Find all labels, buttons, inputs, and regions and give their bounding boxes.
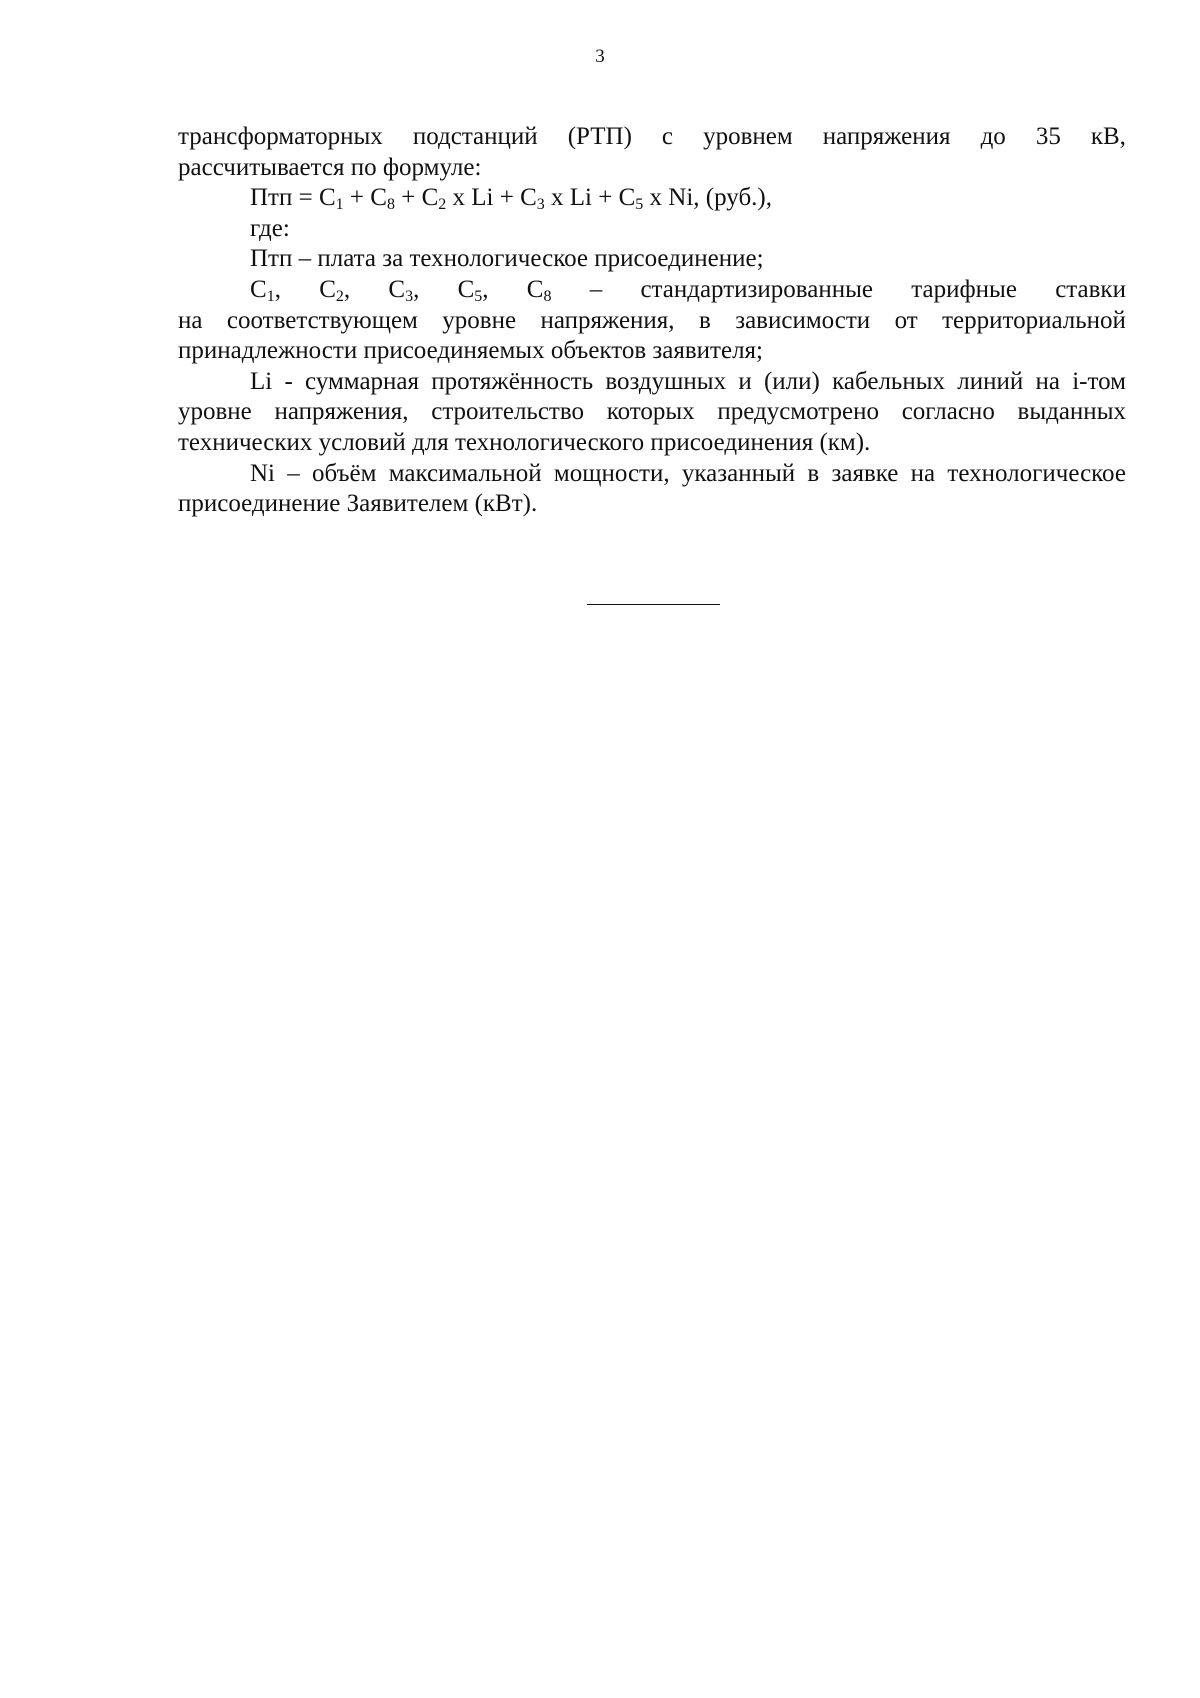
- ni-line1-word: технологическое: [947, 459, 1126, 487]
- intro-word: подстанций: [412, 123, 538, 150]
- formula-term-subscript: 8: [386, 196, 395, 214]
- formula-term-subscript: 1: [335, 196, 344, 214]
- rate-variable-base: C: [319, 275, 336, 303]
- definition-ptp: Птп – плата за технологическое присоединение;: [250, 245, 764, 273]
- rates-line2-word: на: [178, 306, 203, 334]
- formula-term-suffix: x Ni, (руб.),: [643, 184, 772, 212]
- formula-lhs: Птп =: [250, 184, 319, 212]
- ni-line1-word: –: [287, 459, 300, 487]
- rates-line2-word: от: [894, 306, 918, 334]
- formula-term: [520, 184, 619, 214]
- rate-variable-base: C: [457, 275, 475, 303]
- formula-term-base: C: [520, 184, 537, 212]
- definition-rates-line3: принадлежности присоединяемых объектов заявителя;: [178, 337, 763, 365]
- formula-term: [318, 184, 371, 214]
- ni-line1-word: заявке: [831, 459, 899, 487]
- end-of-text-rule: [587, 604, 720, 605]
- rates-line2-word: в: [698, 306, 711, 334]
- li-line2-word: которых: [606, 398, 695, 426]
- rate-variable-subscript: 5: [474, 287, 483, 305]
- li-line2-word: строительство: [431, 398, 584, 426]
- intro-word: напряжения: [822, 123, 951, 150]
- rate-variable: [319, 275, 350, 306]
- li-line2-word: напряжения,: [274, 398, 409, 426]
- formula-term: [618, 184, 772, 214]
- intro-word: уровнем: [703, 123, 793, 150]
- ni-line1-word: объём: [312, 459, 377, 487]
- intro-word: (РТП): [567, 123, 632, 150]
- rates-line1-word: ставки: [1055, 275, 1126, 303]
- li-line1-word: воздушных: [605, 367, 727, 395]
- formula: [178, 183, 1126, 214]
- rate-variable-subscript: 1: [266, 287, 275, 305]
- intro-word: трансформаторных: [178, 123, 383, 150]
- rate-variable-suffix: ,: [482, 275, 489, 303]
- li-line1-word: (или): [763, 367, 820, 395]
- rates-line2-word: уровне: [442, 306, 517, 334]
- paragraph-intro-line1: [178, 122, 1126, 153]
- rate-variable: [527, 275, 552, 306]
- document-body: [178, 122, 1126, 520]
- li-line1-word: -: [284, 367, 293, 395]
- rate-variable-suffix: ,: [343, 275, 351, 303]
- intro-word: с: [661, 123, 674, 150]
- intro-word: до: [980, 123, 1006, 150]
- li-line1-word: и: [738, 367, 752, 395]
- intro-word: кВ,: [1090, 123, 1126, 150]
- ni-line1-word: Ni: [250, 459, 275, 487]
- rates-line2-word: напряжения,: [540, 306, 675, 334]
- li-line1-word: i-том: [1072, 367, 1126, 395]
- li-line1-word: протяжённость: [431, 367, 594, 395]
- li-line1-word: суммарная: [305, 367, 420, 395]
- formula-term-suffix: x Li +: [446, 184, 521, 212]
- rate-variable-base: C: [250, 275, 267, 303]
- ni-line1-word: максимальной: [388, 459, 542, 487]
- rate-variable-subscript: 3: [405, 287, 414, 305]
- li-line1-word: кабельных: [832, 367, 945, 395]
- definition-rates-line1: [178, 275, 1126, 306]
- rates-line1-word: стандартизированные: [640, 275, 874, 303]
- intro-word: 35: [1035, 123, 1061, 150]
- formula-term-suffix: x Li +: [544, 184, 619, 212]
- formula-term-subscript: 5: [635, 196, 644, 214]
- rate-variable: [458, 275, 489, 306]
- definition-ni-line2: присоединение Заявителем (кВт).: [178, 490, 538, 518]
- paragraph-intro-line2: рассчитывается по формуле:: [178, 153, 482, 181]
- li-line2-word: выданных: [1017, 398, 1126, 426]
- formula-term-subscript: 2: [438, 196, 447, 214]
- formula-term-subscript: 3: [536, 196, 545, 214]
- rates-line2-word: соответствующем: [226, 306, 418, 334]
- rate-variable-base: C: [526, 275, 544, 303]
- definition-li-line3: технических условий для технологического присоединения (км).: [178, 428, 871, 456]
- ni-line1-word: на: [910, 459, 936, 487]
- li-line1-word: линий: [957, 367, 1024, 395]
- li-line2-word: предусмотрено: [717, 398, 879, 426]
- li-line2-word: уровне: [178, 398, 252, 426]
- formula-term-suffix: +: [394, 184, 422, 212]
- rate-variable: [388, 275, 419, 306]
- ni-line1-word: указанный: [681, 459, 796, 487]
- page-number: 3: [595, 46, 605, 67]
- rate-variable-suffix: ,: [413, 275, 420, 303]
- formula-term: [421, 184, 521, 214]
- formula-term-base: C: [618, 184, 636, 212]
- rates-line2-word: территориальной: [942, 306, 1126, 334]
- formula-term-suffix: +: [343, 184, 371, 212]
- ni-line1-word: в: [807, 459, 820, 487]
- definition-ni-line1: [178, 459, 1126, 490]
- definition-li-line2: [178, 397, 1126, 428]
- formula-term-base: C: [318, 184, 336, 212]
- formula-term: [370, 184, 422, 214]
- rate-variable-base: C: [388, 275, 406, 303]
- li-line1-word: Li: [250, 367, 273, 395]
- li-line2-word: согласно: [901, 398, 995, 426]
- definition-li-line1: [178, 367, 1126, 398]
- li-line1-word: на: [1035, 367, 1060, 395]
- where-label: где:: [250, 214, 290, 242]
- rate-variable-subscript: 8: [543, 287, 552, 305]
- rate-variable-suffix: ,: [274, 275, 281, 303]
- formula-term-base: C: [370, 184, 387, 212]
- rate-variable: [250, 275, 281, 306]
- rates-line1-word: –: [589, 275, 603, 303]
- rate-variable-subscript: 2: [335, 287, 344, 305]
- ni-line1-word: мощности,: [553, 459, 670, 487]
- rates-line2-word: зависимости: [735, 306, 871, 334]
- rates-line1-word: тарифные: [911, 275, 1017, 303]
- formula-term-base: C: [421, 184, 439, 212]
- definition-rates-line2: [178, 306, 1126, 337]
